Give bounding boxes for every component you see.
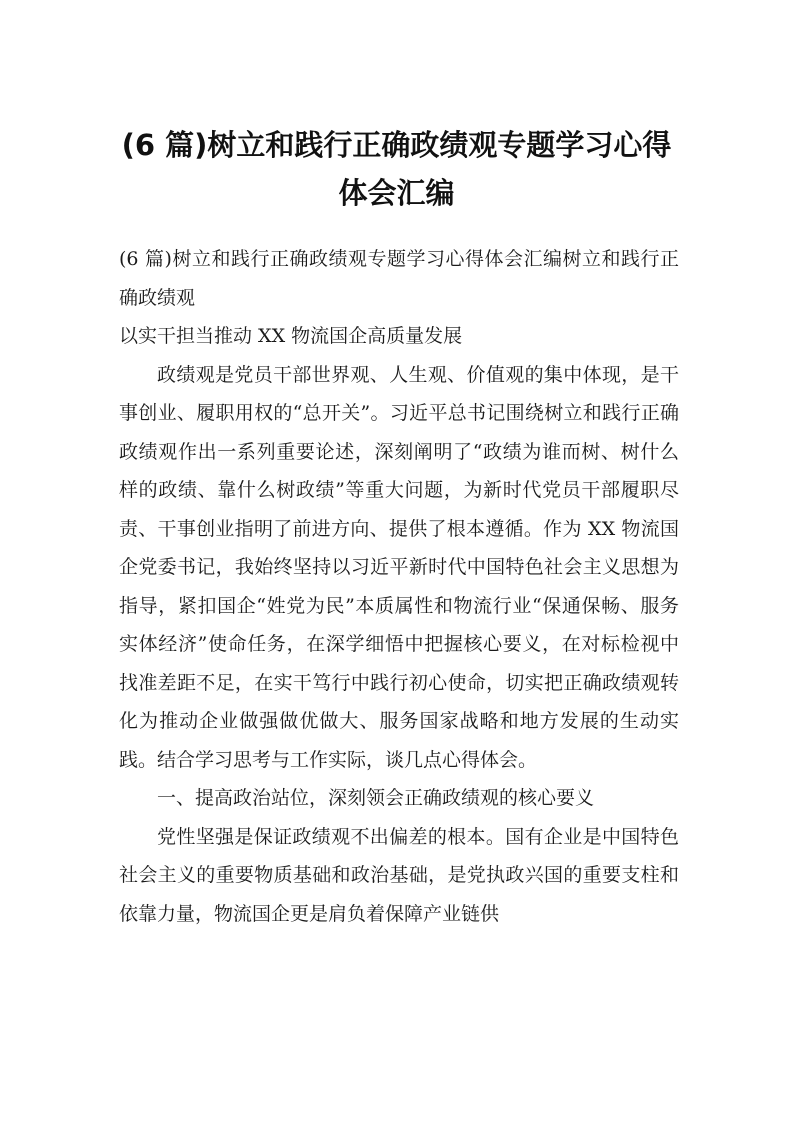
section-heading: 一、提高政治站位，深刻领会正确政绩观的核心要义 (157, 787, 595, 809)
intro-paragraph: (6 篇)树立和践行正确政绩观专题学习心得体会汇编树立和践行正确政绩观 (119, 248, 679, 309)
body-paragraph: 政绩观是党员干部世界观、人生观、价值观的集中体现，是干事创业、履职用权的“总开关”。习近平总书记围绕树立和践行正确政绩观作出一系列重要论述，深刻阐明了“政绩为谁而树、树什么样的政绩、靠什么树政绩”等重大问题，为新时代党员干部履职尽责、干事创业指明了前进方向、提供了根本遵循。作为 XX 物流国企党委书记，我始终坚持以习近平新时代中国特色社会主义思想为指导，紧扣国企“姓党为民”本质属性和物流行业“保通保畅、服务实体经济”使命任务，在深学细悟中把握核心要义，在对标检视中找准差距不足，在实干笃行中践行初心使命，切实把正确政绩观转化为推动企业做强做优做大、服务国家战略和地方发展的生动实践。结合学习思考与工作实际，谈几点心得体会。 (119, 363, 679, 771)
document-title-line-1: (6 篇)树立和践行正确政绩观专题学习心得 (121, 128, 672, 162)
document-body (119, 240, 679, 933)
document-title-line-2: 体会汇编 (338, 176, 455, 210)
article-heading: 以实干担当推动 XX 物流国企高质量发展 (119, 325, 463, 347)
body-paragraph: 党性坚强是保证政绩观不出偏差的根本。国有企业是中国特色社会主义的重要物质基础和政治基础，是党执政兴国的重要支柱和依靠力量，物流国企更是肩负着保障产业链供 (119, 825, 679, 925)
